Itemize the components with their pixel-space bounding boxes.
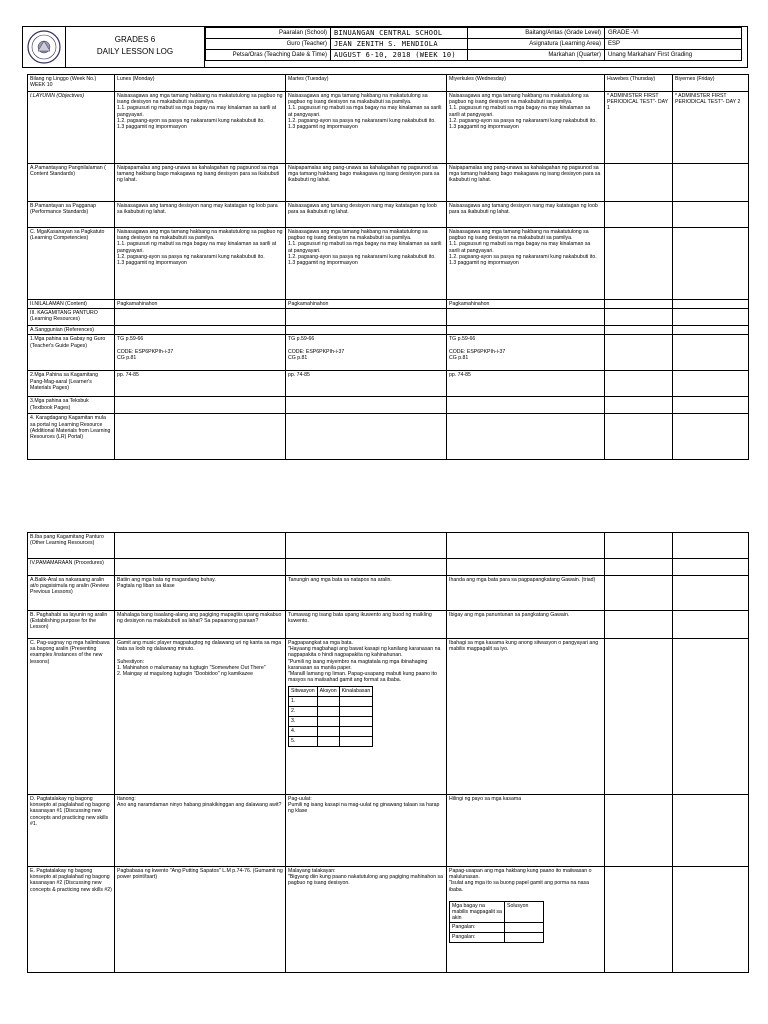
content-standards-monday: Naipapamalas ang pang-unawa sa kahalagahan ng pagsunod sa mga tamang hakbang bago makagawa ng isang desisyon para sa ikabubuti ng lahat. (115, 164, 286, 202)
deped-seal-logo (25, 29, 63, 65)
empty-cell (673, 300, 749, 309)
table-row (289, 707, 373, 717)
empty-cell (339, 697, 373, 707)
row-number: 3. (289, 717, 318, 727)
concepts1-monday: Itanong: Ano ang naramdaman ninyo habang pinakikinggan ang dalawang awit? (115, 795, 286, 867)
table-row (289, 737, 373, 747)
objectives-label: I.LAYUNIN (Objectives) (28, 92, 115, 164)
content-standards-row (28, 164, 749, 202)
guro-pages-label: 1.Mga pahina sa Gabay ng Guro (Teacher's Guide Pages) (28, 335, 115, 371)
table-row (289, 697, 373, 707)
review-wednesday: Ihanda ang mga bata para sa pagpapangkatang Gawain. (triad) (447, 576, 605, 611)
examples-wednesday: Ibahagi sa mga kasama kung anong sitwasyon o pangyayari ang mabilis magpagalit sa iyo. (447, 639, 605, 795)
empty-cell (447, 326, 605, 335)
week-header: Bilang ng Linggo (Week No.) WEEK 10 (28, 75, 115, 92)
concepts1-label: D. Pagtatalakay ng bagong konsepto at paglalahad ng bagong kasanayan #1 (Discussing new concepts and practicing new skills #1. (28, 795, 115, 867)
guro-pages-monday: TG p.59-66 CODE: ESP6PKPIh-i-37 CG p.81 (115, 335, 286, 371)
empty-cell (605, 795, 673, 867)
empty-cell (605, 611, 673, 639)
learner-pages-label: 2.Mga Pahina sa Kagamitang Pang-Mag-aaral (Learner's Materials Pages) (28, 371, 115, 397)
competencies-label: C. MgaKasanayan sa Pagkatuto (Learning Competencies) (28, 228, 115, 300)
empty-cell (115, 397, 286, 414)
monday-header: Lunes (Monday) (115, 75, 286, 92)
empty-cell (286, 397, 447, 414)
empty-cell (447, 397, 605, 414)
empty-cell (605, 371, 673, 397)
objectives-monday: Naisasagawa ang mga tamang hakbang na makatutulong sa pagbuo ng isang desisyon na makabubuti sa pamilya. 1.1. pagsusuri ng mabuti sa mga bagay na may kinalaman sa sarili at pangyayari. 1.2. pagsang-ayon sa pasya ng nakararami kung nakabubuti ito. 1.3 paggamit ng impormasyon (115, 92, 286, 164)
review-row (28, 576, 749, 611)
sitwasyon-table (288, 686, 373, 747)
solusyon-table (449, 901, 544, 944)
page-1 (0, 0, 768, 500)
empty-cell (115, 414, 286, 460)
textbook-label: 3.Mga pahina sa Teksbuk (Textbook Pages) (28, 397, 115, 414)
solusyon-header: Solusyon (505, 901, 544, 923)
empty-cell (673, 795, 749, 867)
empty-cell (317, 707, 339, 717)
learner-pages-monday: pp. 74-85 (115, 371, 286, 397)
nilalaman-tuesday: Pagkamahinahon (286, 300, 447, 309)
row-number: 2. (289, 707, 318, 717)
table-row (289, 717, 373, 727)
page-2 (0, 530, 768, 1024)
performance-standards-monday: Naisasagawa ang tamang desisyon nang may katatagan ng loob para sa ikabubuti ng lahat. (115, 202, 286, 228)
review-tuesday: Tanungin ang mga bata sa natapos na aralin. (286, 576, 447, 611)
empty-cell (605, 228, 673, 300)
empty-cell (447, 309, 605, 326)
empty-cell (673, 202, 749, 228)
empty-cell (286, 533, 447, 559)
empty-cell (605, 639, 673, 795)
aksyon-header: Aksyon (317, 687, 339, 697)
examples-tuesday-cell (286, 639, 447, 795)
additional-materials-row (28, 414, 749, 460)
objectives-friday: * ADMINISTER FIRST PERIODICAL TEST"- DAY 2 (673, 92, 749, 164)
row-number: 1. (289, 697, 318, 707)
empty-cell (317, 697, 339, 707)
learning-area-label: Asignatura (Learning Area) (468, 39, 605, 50)
learning-area-value: ESP (605, 39, 742, 50)
empty-cell (673, 533, 749, 559)
procedures-label: IV.PAMAMARAAN (Procedures) (28, 559, 115, 576)
empty-cell (605, 867, 673, 973)
pangalan-cell: Pangalan: (450, 923, 505, 933)
concepts1-row (28, 795, 749, 867)
empty-cell (286, 309, 447, 326)
empty-cell (673, 371, 749, 397)
date-value: AUGUST 6-10, 2018 (WEEK 10) (331, 50, 468, 61)
empty-cell (673, 228, 749, 300)
empty-cell (115, 309, 286, 326)
empty-cell (286, 414, 447, 460)
header-row (206, 50, 742, 61)
examples-tuesday: Pagpapangkat sa mga bata. "Hayaang magbahagi ang bawat kasapi ng kanilang karanasan na nagpapakita o hindi nagpapakita ng kahinahunan. "Pumili ng isang miyembro na magtatala ng mga ibinahaging karanasan sa manila paper. "Maraill lamang ng Iiman. Papag-usapang mabuti kung paano ito masyos na maiisahad gamit ang format sa ibaba. (288, 640, 441, 684)
empty-cell (447, 533, 605, 559)
quarter-label: Markahan (Quarter) (468, 50, 605, 61)
purpose-label: B. Paghahabi sa layunin ng aralin (Establishing purpose for the Lesson) (28, 611, 115, 639)
lesson-log-table-page2 (27, 532, 749, 973)
concepts2-tuesday: Malayang talakayan: "Bigyang diin kung paano nakatutulong ang pagiging mahinahon sa pagbuo ng isang desisyon. (286, 867, 447, 973)
header-row (206, 39, 742, 50)
empty-cell (673, 335, 749, 371)
sitwasyon-header-row (289, 687, 373, 697)
empty-cell (115, 533, 286, 559)
content-standards-tuesday: Naipapamalas ang pang-unawa sa kahalagahan ng pagsunod sa mga tamang hakbang bago makagawa ng isang desisyon para sa ikabubuti ng lahat. (286, 164, 447, 202)
empty-cell (339, 737, 373, 747)
pangalan-cell: Pangalan: (450, 933, 505, 943)
empty-cell (505, 933, 544, 943)
empty-cell (605, 335, 673, 371)
empty-cell (673, 164, 749, 202)
sitwasyon-header: Sitwasyon (289, 687, 318, 697)
solusyon-header-row (450, 901, 544, 923)
table-row (450, 933, 544, 943)
empty-cell (286, 326, 447, 335)
learner-pages-wednesday: pp. 74-85 (447, 371, 605, 397)
purpose-row (28, 611, 749, 639)
school-label: Paaralan (School) (206, 28, 331, 39)
empty-cell (317, 727, 339, 737)
sanggunian-row (28, 326, 749, 335)
row-number: 4. (289, 727, 318, 737)
kagamitan-row (28, 309, 749, 326)
procedures-row (28, 559, 749, 576)
empty-cell (605, 576, 673, 611)
empty-cell (673, 576, 749, 611)
teacher-label: Guro (Teacher) (206, 39, 331, 50)
empty-cell (605, 397, 673, 414)
objectives-tuesday: Naisasagawa ang mga tamang hakbang na makatutulong sa pagbuo ng isang desisyon na makabubuti sa pamilya. 1.1. pagsusuri ng mabuti sa mga bagay na may kinalaman sa sarili at pangyayari. 1.2. pagsang-ayon sa pasya ng nakararami kung nakabubuti ito. 1.3 paggamit ng impormasyon (286, 92, 447, 164)
bagay-header: Mga bagay na mabilis magpagalit sa akin (450, 901, 505, 923)
guro-pages-wednesday: TG p.59-66 CODE: ESP6PKPIh-i-37 CG p.81 (447, 335, 605, 371)
competencies-wednesday: Naisasagawa ang mga tamang hakbang na makatutulong sa pagbuo ng isang desisyon na makabubuti sa pamilya. 1.1. pagsusuri ng mabuti sa mga bagay na may kinalaman sa sarili at pangyayari. 1.2. pagsang-ayon sa pasya ng nakararami kung nakabubuti ito. 1.3 paggamit ng impormasyon (447, 228, 605, 300)
review-label: A.Balik-Aral sa nakaraang aralin at/o pagsisimula ng aralin (Review Previous Lessons) (28, 576, 115, 611)
header-info-table (205, 27, 742, 61)
performance-standards-wednesday: Naisasagawa ang tamang desisyon nang may katatagan ng loob para sa ikabubuti ng lahat. (447, 202, 605, 228)
examples-monday: Gamit ang music player magpatugtog ng dalawang uri ng kanta sa mga bata sa loob ng dalawang minuto. Suhestiyon: 1. Mahinahon o malumanay na tugtugin "Somewhere Out There" 2. Maingay at magulong tugtugin "Doobidoo" ng kamikazee (115, 639, 286, 795)
empty-cell (673, 559, 749, 576)
content-standards-wednesday: Naipapamalas ang pang-unawa sa kahalagahan ng pagsunod sa mga tamang hakbang bago makagawa ng isang desisyon para sa ikabubuti ng lahat. (447, 164, 605, 202)
examples-label: C. Pag-uugnay ng mga halimbawa sa bagong aralin (Presenting examples /instances of the new lessons) (28, 639, 115, 795)
empty-cell (673, 611, 749, 639)
date-label: Petsa/Oras (Teaching Date & Time) (206, 50, 331, 61)
empty-cell (115, 559, 286, 576)
empty-cell (673, 639, 749, 795)
row-number: 5. (289, 737, 318, 747)
empty-cell (605, 559, 673, 576)
performance-standards-tuesday: Naisasagawa ang tamang desisyon nang may katatagan ng loob para sa ikabubuti ng lahat. (286, 202, 447, 228)
grade-level-value: GRADE -VI (605, 28, 742, 39)
empty-cell (673, 309, 749, 326)
log-title: DAILY LESSON LOG (96, 47, 174, 56)
performance-standards-row (28, 202, 749, 228)
concepts1-tuesday: Pag-uulat: Pumili ng isang kasapi na mag-uulat ng ginawang talaan sa harap ng klase (286, 795, 447, 867)
empty-cell (605, 309, 673, 326)
empty-cell (605, 414, 673, 460)
empty-cell (605, 326, 673, 335)
empty-cell (115, 326, 286, 335)
empty-cell (286, 559, 447, 576)
empty-cell (673, 397, 749, 414)
empty-cell (447, 559, 605, 576)
objectives-row (28, 92, 749, 164)
guro-pages-tuesday: TG p.59-66 CODE: ESP6PKPIh-i-37 CG p.81 (286, 335, 447, 371)
empty-cell (339, 727, 373, 737)
review-monday: Batiin ang mga bata ng magandang buhay. Pagtala ng liban sa klase (115, 576, 286, 611)
empty-cell (673, 867, 749, 973)
empty-cell (605, 202, 673, 228)
dll-header (22, 26, 748, 68)
empty-cell (605, 533, 673, 559)
thursday-header: Huwebes (Thursday) (605, 75, 673, 92)
purpose-tuesday: Tumawag ng isang bata upang ikuwento ang buod ng maikling kuwento. (286, 611, 447, 639)
school-value: BINUANGAN CENTRAL SCHOOL (331, 28, 468, 39)
purpose-wednesday: Ibigay ang mga panuntunan sa pangkatang Gawain. (447, 611, 605, 639)
empty-cell (317, 717, 339, 727)
performance-standards-label: B.Pamantayan sa Pagganap (Performance Standards) (28, 202, 115, 228)
nilalaman-wednesday: Pagkamahinahon (447, 300, 605, 309)
header-row (206, 28, 742, 39)
concepts2-row (28, 867, 749, 973)
quarter-value: Unang Markahan/ First Grading (605, 50, 742, 61)
column-header-row (28, 75, 749, 92)
other-resources-label: B.Iba pang Kagamitang Panturo (Other Learning Resources) (28, 533, 115, 559)
teacher-value: JEAN ZENITH S. MENDIOLA (331, 39, 468, 50)
empty-cell (339, 717, 373, 727)
objectives-wednesday: Naisasagawa ang mga tamang hakbang na makatutulong sa pagbuo ng isang desisyon na makabubuti sa pamilya. 1.1. pagsusuri ng mabuti sa mga bagay na may kinalaman sa sarili at pangyayari. 1.2. pagsang-ayon sa pasya ng nakararami kung nakabubuti ito. 1.3 paggamit ng impormasyon (447, 92, 605, 164)
concepts2-wednesday: Papag-usapan ang mga hakbang kung paano ito maiiwasan o malulunasan. "Isulat ang mga ito sa buong papel gamit ang porma na nasa ibaba. (449, 868, 592, 893)
friday-header: Biyernes (Friday) (673, 75, 749, 92)
tuesday-header: Martes (Tuesday) (286, 75, 447, 92)
objectives-thursday: * ADMINISTER FIRST PERIODICAL TEST"- DAY 1 (605, 92, 673, 164)
empty-cell (339, 707, 373, 717)
table-row (450, 923, 544, 933)
table-row (289, 727, 373, 737)
learner-pages-tuesday: pp. 74-85 (286, 371, 447, 397)
other-resources-row (28, 533, 749, 559)
empty-cell (673, 326, 749, 335)
content-standards-label: A.Pamantayang Pangnilalaman ( Content Standards) (28, 164, 115, 202)
empty-cell (605, 300, 673, 309)
grade-title: GRADES 6 (114, 35, 156, 44)
empty-cell (673, 414, 749, 460)
nilalaman-row (28, 300, 749, 309)
empty-cell (505, 923, 544, 933)
kagamitan-label: III. KAGAMITANG PANTURO (Learning Resources) (28, 309, 115, 326)
empty-cell (317, 737, 339, 747)
nilalaman-label: II.NILALAMAN (Content) (28, 300, 115, 309)
wednesday-header: Miyerkules (Wednesday) (447, 75, 605, 92)
grade-level-label: Baitang/Antas (Grade Level) (468, 28, 605, 39)
competencies-monday: Naisasagawa ang mga tamang hakbang na makatutulong sa pagbuo ng isang desisyon na makabubuti sa pamilya. 1.1. pagsusuri ng mabuti sa mga bagay na may kinalaman sa sarili at pangyayari. 1.2. pagsang-ayon sa pasya ng nakararami kung nakabubuti ito. 1.3 paggamit ng impormasyon (115, 228, 286, 300)
textbook-row (28, 397, 749, 414)
sanggunian-label: A.Sanggunian (References) (28, 326, 115, 335)
learner-pages-row (28, 371, 749, 397)
concepts1-wednesday: Hilingi ng payo sa mga kasama (447, 795, 605, 867)
purpose-monday: Mahalaga bang isaalang-alang ang pagiging mapagtiis upang makabuo ng desisyon na makabubuti sa lahat? Sa papaanong paraan? (115, 611, 286, 639)
nilalaman-monday: Pagkamahinahon (115, 300, 286, 309)
empty-cell (605, 164, 673, 202)
competencies-tuesday: Naisasagawa ang mga tamang hakbang na makatutulong sa pagbuo ng isang desisyon na makabubuti sa pamilya. 1.1. pagsusuri ng mabuti sa mga bagay na may kinalaman sa sarili at pangyayari. 1.2. pagsang-ayon sa pasya ng nakararami kung nakabubuti ito. 1.3 paggamit ng impormasyon (286, 228, 447, 300)
guro-pages-row (28, 335, 749, 371)
grade-title-box (65, 27, 205, 67)
examples-row (28, 639, 749, 795)
concepts2-monday: Pagbabasa ng kwento "Ang Putting Sapatos" L.M p.74-76. (Gumamit ng power point/tsart) (115, 867, 286, 973)
additional-materials-label: 4. Karagdagang Kagamitan mula sa portal ng Learning Resource (Additional Materials from Learning Resources (LR) Portal) (28, 414, 115, 460)
competencies-row (28, 228, 749, 300)
kinalabasan-header: Kinalabasan (339, 687, 373, 697)
concepts2-label: E. Pagtatalakay ng bagong konsepto at paglalahad ng bagong kasanayan #2 (Discussing new concepts & practicing new skills #2) (28, 867, 115, 973)
empty-cell (447, 414, 605, 460)
lesson-log-table-page1 (27, 74, 749, 460)
concepts2-wednesday-cell (447, 867, 605, 973)
